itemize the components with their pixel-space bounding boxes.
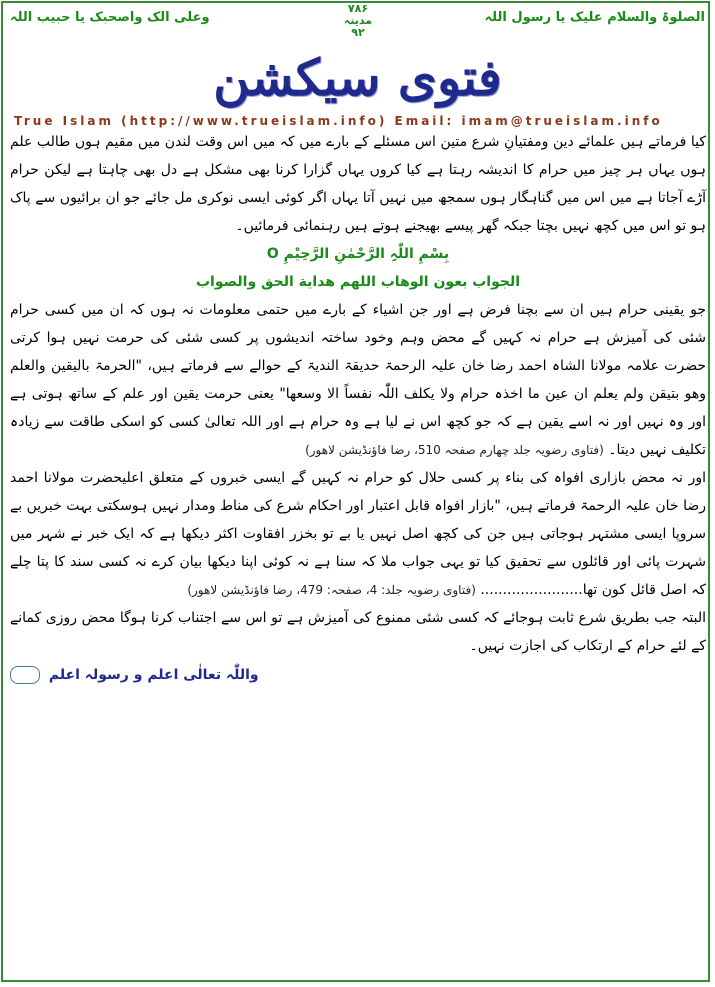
closing-text: واللّٰہ تعالٰی اعلم و رسولہ اعلم <box>48 667 259 683</box>
header-center-numbers <box>340 3 376 39</box>
closing-line <box>10 666 259 684</box>
header-number-92: ۹۲ <box>351 26 365 39</box>
fatwa-section-logo: فتوی سیکشن <box>213 48 502 107</box>
answer-paragraph-3: البتہ جب بطریق شرع ثابت ہوجائے کہ کسی شئی ممنوع کی آمیزش ہے تو اس سے اجتناب کرنا ہوگا محض روزی کمانے کے لئے حرام کے ارتکاب کی اجازت نہیں۔ <box>10 610 706 654</box>
question-text: کیا فرماتے ہیں علمائے دین ومفتیانِ شرع متین اس مسئلے کے بارے میں کہ میں اس وقت لندن میں مقیم ہوں طالب علم ہوں یہاں ہر چیز میں حرام کا اندیشہ رہتا ہے کیا کروں یہاں گزارا کرنا بھی مشکل ہے دل بھی چاہتا ہے لیکن حرام آڑے آجاتا ہے میں اس میں گناہگار ہوں سمجھ میں نہیں آتا یہاں اگر کوئی ایسی نوکری مل جائے جو ان برائیوں سے پاک ہو تو اس میں کچھ نہیں بچتا جبکہ گھر پیسے بھیجنے ہوتے ہیں رہنمائی فرمائیں۔ <box>10 134 706 234</box>
reference-1: (فتاوی رضویہ جلد چهارم صفحہ 510، رضا فاؤنڈیشن لاهور) <box>305 443 604 457</box>
header-number-786: ۷۸۶ <box>347 2 369 15</box>
answer-paragraph-1 <box>10 296 706 464</box>
answer-text-1: جو یقینی حرام ہیں ان سے بچنا فرض ہے اور جن اشیاء کے بارے میں حتمی معلومات نہ ہوں کہ ان میں کسی حرام شئی کی آمیزش ہے حرام نہ کہیں گے محض وہم وخود ساختہ اندیشوں پر کسی شئی کی حرمت نہیں ہوا کرتی حضرت علامہ مولانا الشاہ احمد رضا خان علیہ الرحمۃ حدیقۃ الندیۃ کے حوالے سے فرماتے ہیں، "الحرمۃ بالیقین والعلم وهو بتیقن ولم یعلم ان عین ما اخذہ حرام ولا یکلف اللّٰہ نفساً الا وسعها" یعنی حرمت یقین اور علم کے ساتھ ہوتی ہے اور وہ نہیں اور نہ اسے یقین ہے کہ جو کچھ اس نے لیا ہے وہ حرام ہے اور اللہ تعالیٰ کسی کو اسکی طاقت سے زیادہ تکلیف نہیں دیتا۔ <box>10 302 706 458</box>
answer-text-2: اور نہ محض بازاری افواہ کی بناء پر کسی حلال کو حرام نہ کہیں گے ایسی خبروں کے متعلق اعلیحضرت مولانا احمد رضا خان علیہ الرحمۃ فرماتے ہیں، "بازار افواہ قابل اعتبار اور احکام شرع کی مناط ومدار نہیں ہوسکتی بہت خبریں بے سروپا ایسی مشتہر ہوجاتی ہیں جن کی کچھ اصل نہیں یا بے تو بخزر افقاوت اکثر دیکھا ہے کہ ایک خبر نے شہر میں شہرت پائی اور قائلوں سے تحقیق کیا تو یہی جواب ملا کہ سنا ہے نہ کوئی اپنا دیکھا بیان کرے نہ کسی سند کا پتا چلے کہ اصل قائل کون تھا....................... <box>10 470 706 598</box>
header-salutation-left: وعلی الک واصحبک یا حبیب اللہ <box>10 10 210 25</box>
fatwa-body <box>10 128 706 660</box>
reference-2: (فتاوی رضویہ جلد: 4، صفحہ: 479، رضا فاؤنڈیشن لاهور) <box>187 583 476 597</box>
header-salutation-right: الصلوۃ والسلام علیک یا رسول اللہ <box>484 10 705 25</box>
bismillah: بِسْمِ اللّٰہِ الرَّحْمٰنِ الرَّحِیْمِ O <box>266 246 450 262</box>
answer-paragraph-2 <box>10 464 706 604</box>
site-contact-line: True Islam (http://www.trueislam.info) Email: imam@trueislam.info <box>14 114 663 128</box>
answer-heading: الجواب بعون الوهاب اللهم هداية الحق والصواب <box>195 274 521 290</box>
honorific-seal-icon <box>10 666 40 684</box>
header-madina: مدینہ <box>343 14 373 27</box>
